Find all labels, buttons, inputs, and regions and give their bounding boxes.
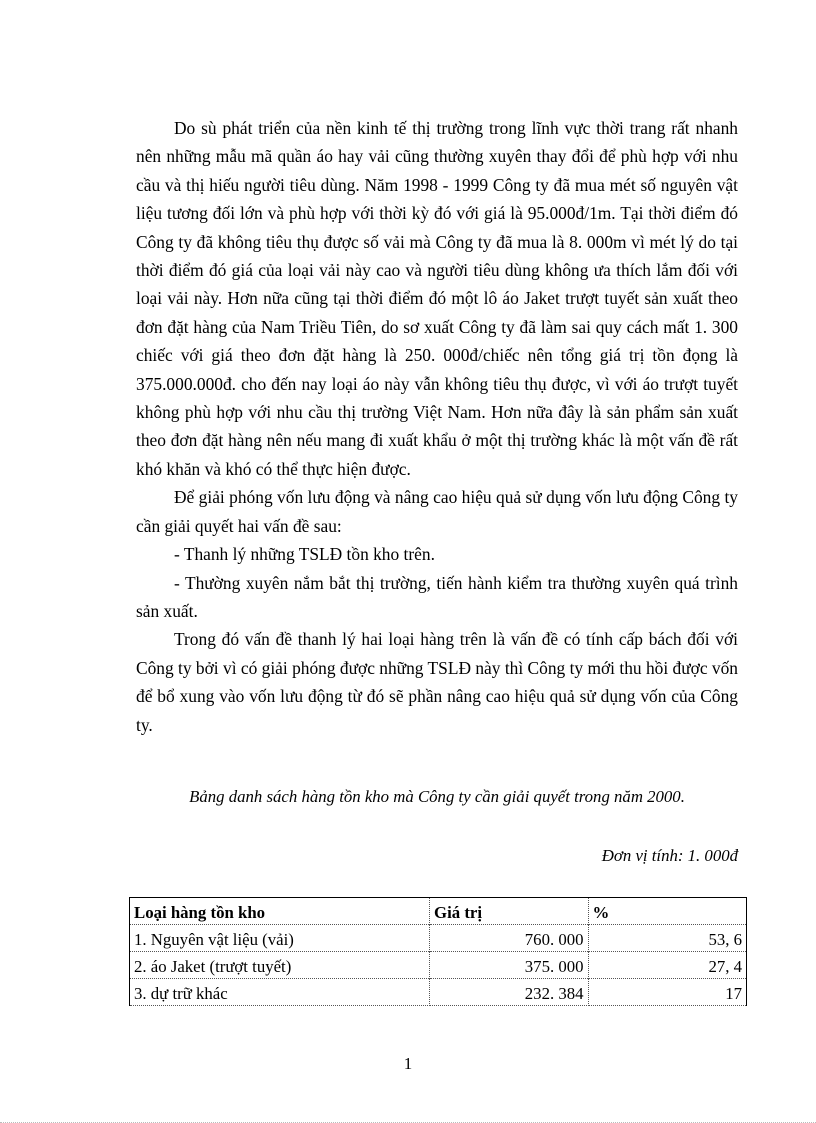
table-cell: 2. áo Jaket (trượt tuyết) (130, 952, 430, 979)
table-cell: 760. 000 (430, 925, 589, 952)
table-cell: 1. Nguyên vật liệu (vải) (130, 925, 430, 952)
table-row (130, 979, 747, 1006)
column-header: Giá trị (430, 898, 589, 925)
table-header-row (130, 898, 747, 925)
table-row (130, 925, 747, 952)
paragraph-solution-intro: Để giải phóng vốn lưu động và nâng cao hiệu quả sử dụng vốn lưu động Công ty cần giải quyết hai vấn đề sau: (136, 487, 738, 536)
paragraph-context: Do sù phát triển của nền kinh tế thị trường trong lĩnh vực thời trang rất nhanh nên những mẫu mã quần áo hay vải cũng thường xuyên thay đổi để phù hợp với nhu cầu và thị hiếu người tiêu dùng. Năm 1998 - 1999 Công ty đã mua mét số nguyên vật liệu tương đối lớn và phù hợp với thời kỳ đó với giá là 95.000đ/1m. Tại thời điểm đó Công ty đã không tiêu thụ được số vải mà Công ty đã mua là 8. 000m vì mét lý do tại thời điểm đó giá của loại vải này cao và người tiêu dùng không ưa thích lắm đối với loại vải này. Hơn nữa cũng tại thời điểm đó một lô áo Jaket trượt tuyết sản xuất theo đơn đặt hàng của Nam Triều Tiên, do sơ xuất Công ty đã làm sai quy cách mất 1. 300 chiếc với giá theo đơn đặt hàng là 250. 000đ/chiếc nên tổng giá trị tồn đọng là 375.000.000đ. cho đến nay loại áo này vẫn không tiêu thụ được, vì với áo trượt tuyết không phù hợp với nhu cầu thị trường Việt Nam. Hơn nữa đây là sản phẩm sản xuất theo đơn đặt hàng nên nếu mang đi xuất khẩu ở một thị trường khác là một vấn đề rất khó khăn và khó có thể thực hiện được. (136, 118, 738, 479)
inventory-table (129, 897, 747, 1006)
paragraph-conclusion: Trong đó vấn đề thanh lý hai loại hàng trên là vấn đề có tính cấp bách đối với Công ty bởi vì có giải phóng được những TSLĐ này thì Công ty mới thu hồi được vốn để bổ xung vào vốn lưu động từ đó sẽ phần nâng cao hiệu quả sử dụng vốn của Công ty. (136, 629, 738, 735)
table-row (130, 952, 747, 979)
table-cell: 3. dự trữ khác (130, 979, 430, 1006)
table-cell: 27, 4 (588, 952, 746, 979)
table-caption: Bảng danh sách hàng tồn kho mà Công ty cần giải quyết trong năm 2000. (189, 787, 685, 806)
column-header: Loại hàng tồn kho (130, 898, 430, 925)
column-header: % (588, 898, 746, 925)
list-item: - Thanh lý những TSLĐ tồn kho trên. (174, 544, 435, 565)
unit-note: Đơn vị tính: 1. 000đ (601, 846, 738, 865)
table-cell: 53, 6 (588, 925, 746, 952)
body-text (136, 114, 738, 739)
table-cell: 17 (588, 979, 746, 1006)
page-number: 1 (403, 1054, 413, 1073)
table-cell: 375. 000 (430, 952, 589, 979)
table-cell: 232. 384 (430, 979, 589, 1006)
list-item: - Thường xuyên nắm bắt thị trường, tiến hành kiểm tra thường xuyên quá trình sản xuất. (136, 572, 738, 621)
